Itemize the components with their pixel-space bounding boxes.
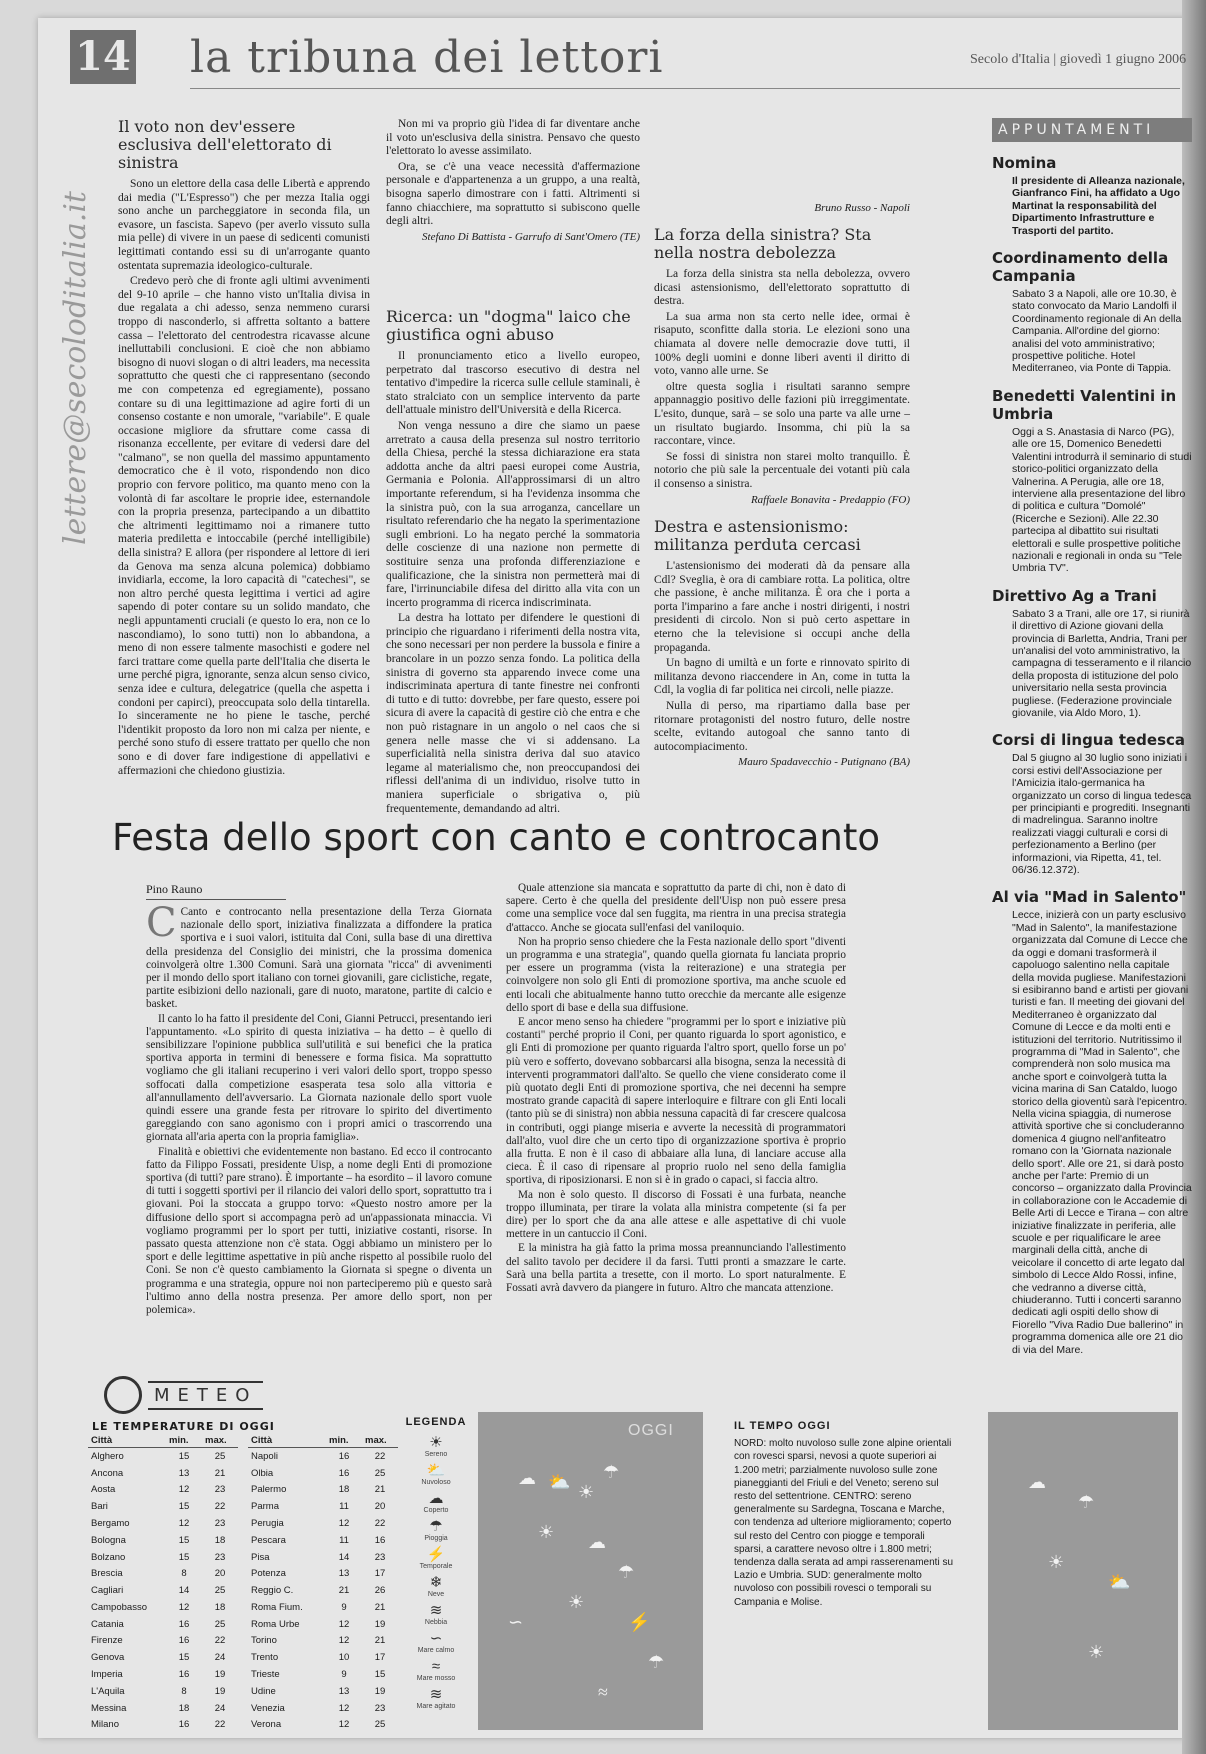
- festa-headline: Festa dello sport con canto e controcanto: [112, 816, 881, 859]
- temp-max: 18: [214, 1534, 226, 1546]
- festa-p1: Canto e controcanto nella presentazione della Terza Giornata nazionale dello sport, iniziativa finalizzata a diffondere la pratica sportiva e i suoi valori, istituita dal Coni, sulla base di una direttiva della presidenza del Consiglio dei ministri, che la prossima domenica coinvolgerà oltre 1.300 Comuni. Sarà una giornata "ricca" di avvenimenti per il mondo dello sport italiano con tornei giovanili, gare ciclistiche, regate, partite esibizioni dello nazionali, gare di nuoto, maratone, partite di calcio e basket.: [146, 906, 492, 1011]
- temp-min: 16: [178, 1719, 190, 1731]
- temp-max: 23: [374, 1702, 386, 1714]
- temperatures-table-right: [248, 1434, 398, 1733]
- temp-max: 21: [374, 1484, 386, 1496]
- temp-min: 16: [178, 1669, 190, 1681]
- cloud-icon: ⛅: [548, 1472, 571, 1492]
- appuntamento-text: Lecce, inizierà con un party esclusivo "Mad in Salento", la manifestazione organizzata dal Comune di Lecce che da oggi e domani trasformerà il capoluogo salentino nella capitale della movida pugliese. Manifestazioni si esibiranno band e artisti per giovani turisti e fan. Il meeting dei giovani del Mediterraneo è organizzato dal Comune di Lecce e da molti enti e istituzioni del territorio. Nutritissimo il programma di "Mad in Salento", che comprenderà non solo musica ma anche sport e coinvolgerà tutta la vicina marina di San Cataldo, luogo storico della gioventù sarà l'epicentro. Nella vicina spiaggia, di numerose attività sportive che si concluderanno domenica 4 giugno nell'anfiteatro romano con la 'Giornata nazionale dello sport'. Alle ore 21, si darà posto anche per l'arte: Premio di un concorso – organizzato dalla Provincia in collaborazione con le Accademie di Belle Arti di Lecce e Tirana – con altre iniziative finalizzate in periferia, alle scuole e per riqualificare le aree marginali della città, anche di veicolare il concetto di arte legato dal simbolo di Lecce Aldo Rossi, infine, che vedranno a diverse città, chiuderanno. Tutti i concerti saranno dedicati agli ospiti dello show di Fiorello "Viva Radio Due ballerino" in programma domenica alle ore 21 dio di via del Mare.: [1012, 909, 1192, 1356]
- appuntamento-title: Direttivo Ag a Trani: [992, 586, 1157, 605]
- storm-icon: ⚡: [628, 1612, 651, 1632]
- appuntamento-item: [992, 249, 1192, 375]
- legend-label: Mare mosso: [416, 1675, 456, 1682]
- cloud-icon: ⛅: [1108, 1572, 1131, 1592]
- city-name: Reggio C.: [251, 1585, 294, 1597]
- festa-p6: E ancor meno senso ha chiedere "programmi per lo sport e iniziative più costanti" perché proprio il Coni, per quanto riguarda lo sport agonistico, e gli Enti di promozione per quanto riguarda l'altro sport, quello forse un po' più vero e sofferto, dovevano sobbarcarsi alla bisogna, senza la necessità di interventi programmatori dall'alto. Se quello che viene considerato come il più quotato degli Enti di promozione sportiva, che nei decenni ha sempre mostrato grande capacità di sapere interloquire e filtrare con gli Enti locali (tanto più se di sinistra) non abbia nessuna capacità di far crescere qualcosa in contributi, oggi piange miseria e avverte la necessità di programmatori dall'alto, vuol dire che un certo tipo di organizzazione sportiva è proprio alla frutta. E non è il caso di abbaiare alla luna, di lanciare accuse alla cieca. È il caso di ripensare al proprio ruolo nel seno della famiglia sportiva, di riposizionarsi. E non si è in grado o capaci, si faccia altro.: [506, 1016, 846, 1187]
- temp-max: 22: [214, 1719, 226, 1731]
- city-name: Genova: [91, 1652, 125, 1664]
- sun-icon: ☀: [1048, 1552, 1065, 1572]
- table-row: [248, 1666, 398, 1683]
- rain-icon: ☂: [603, 1462, 620, 1482]
- table-row: [248, 1649, 398, 1666]
- sea-icon: ∽: [508, 1612, 524, 1632]
- table-row: [88, 1549, 238, 1566]
- letter-1-col-b: [386, 118, 640, 294]
- letter-4: [654, 518, 910, 788]
- city-name: Parma: [251, 1501, 279, 1513]
- table-row: [248, 1515, 398, 1532]
- city-name: Firenze: [91, 1635, 123, 1647]
- temp-min: 9: [341, 1601, 347, 1613]
- forecast-text: [734, 1420, 954, 1609]
- city-name: Trieste: [251, 1669, 280, 1681]
- letter-1-p4: Ora, se c'è una veace necessità d'affermazione personale e d'appartenenza a un gruppo, a una realtà, bisogna saperlo dimostrare con i fatti. Altrimenti si fanno chiacchiere, ma soprattutto si subiscono quelle degli altri.: [386, 160, 640, 228]
- city-name: Torino: [251, 1635, 277, 1647]
- letter-1-col-a: [118, 118, 370, 786]
- city-name: Alghero: [91, 1450, 124, 1462]
- city-name: Bari: [91, 1501, 108, 1513]
- letter-3-p4: Se fossi di sinistra non starei molto tranquillo. È notorio che più sale la percentuale dei votanti più cala il consenso a sinistra.: [654, 450, 910, 490]
- appuntamenti-column: [992, 118, 1192, 1368]
- letter-2-col-b: [654, 118, 910, 220]
- meteo-section: [88, 1376, 1188, 1736]
- temp-max: 17: [374, 1568, 386, 1580]
- letter-4-p1: L'astensionismo dei moderati dà da pensare alla Cdl? Sveglia, è ora di cambiare rotta. La politica, oltre che passione, è anche militanza. È ora che i porta a porta l'imparino a fare anche i nostri dirigenti, i nostri presidenti di circolo. Non si può certo aspettare in eterno che la televisione si occupi anche della propaganda.: [654, 560, 910, 654]
- weather-symbol-icon: ≋: [429, 1602, 443, 1619]
- legend-label: Mare agitato: [416, 1703, 456, 1710]
- letter-2-p3: La destra ha lottato per difendere le questioni di principio che riguardano i riferimenti della nostra vita, che sono necessari per non perdere la bussola e finire a brancolare in un pozzo senza fondo. La politica della sinistra di governo sta apparendo invece come una indiscriminata apertura di tante finestre nei confronti di tutto e di tutto: dovrebbe, per fare questo, essere poi sicura di avere la capacità di gestire ciò che entra e che non può ristagnare in un angolo o nel caos che si genera nelle masse che vi si addensano. La superficialità nella sinistra deriva dal suo atavico legame al materialismo che, non preoccupandosi dei riflessi dell'anima di un individuo, risolve tutto in maniera superficiale o sbrigativa o, più frequentemente, demandando ad altri.: [386, 612, 640, 815]
- header-rule: [190, 88, 1180, 89]
- cloud-icon: ☁: [588, 1532, 606, 1552]
- table-row: [88, 1515, 238, 1532]
- city-name: Bologna: [91, 1534, 126, 1546]
- city-name: Ancona: [91, 1467, 124, 1479]
- weather-symbol-icon: ☂: [429, 1518, 443, 1535]
- col-header: Città: [88, 1434, 166, 1448]
- dropcap: C: [146, 900, 177, 946]
- city-name: Bergamo: [91, 1518, 130, 1530]
- masthead-date: Secolo d'Italia | giovedì 1 giugno 2006: [970, 52, 1187, 67]
- legend-item: [400, 1462, 472, 1486]
- city-name: Palermo: [251, 1484, 287, 1496]
- legend-label: Neve: [427, 1591, 445, 1598]
- cloud-icon: ☁: [1028, 1472, 1046, 1492]
- temp-max: 22: [374, 1518, 386, 1530]
- appuntamento-title: Coordinamento della Campania: [992, 249, 1169, 286]
- temp-max: 24: [214, 1652, 226, 1664]
- temp-max: 23: [214, 1551, 226, 1563]
- table-row: [248, 1582, 398, 1599]
- table-row: [88, 1599, 238, 1616]
- legend-title: LEGENDA: [405, 1416, 467, 1428]
- temp-min: 12: [338, 1518, 350, 1530]
- letter-1-p2: Credevo però che di fronte agli ultimi avvenimenti del 9-10 aprile – che hanno visto un'Italia divisa in due regalata a chi adesso, senza nemmeno curarsi troppo di nasconderlo, si affretta soltanto a battere cassa – l'elettorato del centrodestra ricavasse alcune inelluttabili conclusioni. E cioè che non abbiamo bisogno di nuovi slogan o di altri leaders, ma necessita soprattutto che questi che ci rappresentano (secondo me con competenza ed egregiamente), possano contare su di una legittimazione ad agire forti di un consenso costante e non umorale, "variabile". E quale occasione migliore da sfruttare come cassa di risonanza eccellente, per evitare di vedersi dare del "calmano", se non quella del massimo appuntamento democratico che è il voto, rispondendo non dico proprio con fervore politico, ma quanto meno con la volontà di far ascoltare le proprie idee, esternandole con la propria presenza, partecipando a un dibattito che altrimenti legittimamo noi a rimanere tutto materia prediletta e intoccabile (perché intelligibile) della sinistra? E allora (per rispondere al lettore di ieri da Genova ma senza alcuna polemica) dobbiamo invidiarla, eccome, la loro capacità di "catechesi", se non altro perché questa legittima i vertici ad agire sapendo di poter contare su un solido mandato, che negli appuntamenti cruciali (e questo lo era, non ce lo nascondiamo), lo sono tutti) non lo abbandona, a meno di non essere talmente masochisti e godere nel farci trattare come quella parte dell'Italia che diserta le urne perché pigra, ignorante, senza alcun senso civico, senza idee e cultura, delegatrice (quella che aspetta i condoni per capirci), preoccupata solo della tintarella. Io sinceramente ne ho piene le tasche, perché l'identikit proposto da loro non mi calza per niente, e perché sono stufo di essere trattato per quello che non sono e di dover fare indigestione di appellativi e affermazioni che chiedono giustizia.: [118, 275, 370, 777]
- temp-min: 12: [178, 1484, 190, 1496]
- temp-max: 22: [214, 1501, 226, 1513]
- city-name: Verona: [251, 1719, 282, 1731]
- sun-icon: ☀: [1088, 1642, 1105, 1662]
- weather-symbol-icon: ≋: [429, 1686, 443, 1703]
- col-header: Città: [248, 1434, 326, 1448]
- temp-min: 13: [338, 1568, 350, 1580]
- letter-1-signature: Stefano Di Battista - Garrufo di Sant'Omero (TE): [422, 230, 640, 243]
- temp-min: 11: [339, 1501, 349, 1513]
- temp-min: 14: [178, 1585, 190, 1597]
- appuntamento-text: Oggi a S. Anastasia di Narco (PG), alle ore 15, Domenico Benedetti Valentini introdurrà il seminario di studi storico-politici organizzato della Valnerina. A Perugia, alle ore 18, interviene alla presentazione del libro di politica e cultura "Domolé" (Ricerche e Sezioni). Alle 22.30 partecipa al dibattito sui risultati elettorali e sulle prospettive politiche nazionali e regionali in onda su "Tele Umbria TV".: [1012, 425, 1192, 575]
- appuntamento-text: Il presidente di Alleanza nazionale, Gianfranco Fini, ha affidato a Ugo Martinat la responsabilità del Dipartimento Infrastrutture e Trasporti del partito.: [1012, 175, 1185, 237]
- festa-p7: Ma non è solo questo. Il discorso di Fossati è una furbata, neanche troppo illuminata, per tirare la volata alla ministra competente (si fa per dire) per lo sport che da ana alle attese e alle aspettative di chi vuole mettere in un cantuccio il Coni.: [506, 1188, 846, 1241]
- letter-4-p3: Nulla di perso, ma ripartiamo dalla base per ritornare protagonisti del nostro futuro, delle nostre scelte, evitando autogoal che sanno tanto di autocompiacimento.: [654, 699, 910, 753]
- city-name: Napoli: [251, 1450, 278, 1462]
- letter-3-title: La forza della sinistra? Sta nella nostra debolezza: [654, 225, 872, 262]
- city-name: Udine: [251, 1685, 276, 1697]
- temp-max: 23: [374, 1551, 386, 1563]
- appuntamento-item: [992, 154, 1192, 237]
- legend-label: Nuvoloso: [421, 1479, 451, 1486]
- festa-byline: Pino Rauno: [146, 882, 286, 900]
- email-vertical-label: lettere@secoloditalia.it: [58, 191, 93, 545]
- festa-p8: E la ministra ha già fatto la prima mossa preannunciando l'allestimento del salito tavolo per decidere il da farsi. Tutti pronti a smazzare le carte. Sarà una bella partita a tresette, con il morto. Lo sport naturalmente. E Fossati avrà davvero da piangere in futuro. Altro che mancata attenzione.: [506, 1242, 846, 1295]
- appuntamento-title: Nomina: [992, 154, 1057, 172]
- city-name: Cagliari: [91, 1585, 124, 1597]
- table-row: [88, 1717, 238, 1734]
- table-row: [248, 1616, 398, 1633]
- legend-label: Pioggia: [424, 1535, 448, 1542]
- temp-min: 16: [178, 1635, 190, 1647]
- table-row: [88, 1482, 238, 1499]
- sun-icon: ☀: [538, 1522, 555, 1542]
- letter-2-title: Ricerca: un "dogma" laico che giustifica ogni abuso: [386, 307, 631, 344]
- weather-map-tomorrow: [988, 1412, 1178, 1730]
- temp-min: 15: [178, 1534, 190, 1546]
- legend-item: [400, 1574, 472, 1598]
- temp-max: 18: [214, 1601, 226, 1613]
- rain-icon: ☂: [1078, 1492, 1095, 1512]
- weather-symbol-icon: ⛅: [426, 1462, 446, 1479]
- table-row: [248, 1717, 398, 1734]
- col-header: min.: [166, 1434, 202, 1448]
- city-name: Venezia: [251, 1702, 285, 1714]
- legend: [400, 1416, 472, 1714]
- city-name: Roma Urbe: [251, 1618, 300, 1630]
- table-row: [88, 1498, 238, 1515]
- weather-symbol-icon: ≈: [431, 1658, 441, 1675]
- table-row: [248, 1465, 398, 1482]
- letter-3-signature: Raffaele Bonavita - Predappio (FO): [750, 493, 910, 506]
- temp-max: 23: [214, 1518, 226, 1530]
- temp-max: 22: [374, 1450, 386, 1462]
- temp-max: 19: [374, 1618, 386, 1630]
- temp-min: 12: [178, 1601, 190, 1613]
- appuntamento-text: Sabato 3 a Trani, alle ore 17, si riunirà il direttivo di Azione giovani della provincia di Barletta, Andria, Trani per un'analisi del voto amministrativo, la campagna di tesseramento e il rilancio della proposta di istituzione del polo universitario nella sesta provincia pugliese. (Federazione provinciale giovanile, via Aldo Moro, 1).: [1012, 607, 1192, 719]
- temp-min: 12: [338, 1635, 350, 1647]
- letter-1-p1: Sono un elettore della casa delle Libertà e apprendo dai media ("L'Espresso") che per mezza Italia oggi sono anche un parcheggiatore in seconda fila, un evasore, un fascista. Sapevo (per averlo vissuto sulla mia pelle) di vivere in un paese di sedicenti comunisti legittimati contando essi su di un'arrogante quanto ostentata supremazia ideologico-culturale.: [118, 178, 370, 272]
- city-name: Perugia: [251, 1518, 284, 1530]
- temp-min: 21: [338, 1585, 350, 1597]
- temp-max: 19: [214, 1685, 226, 1697]
- legend-item: [400, 1434, 472, 1458]
- legend-item: [400, 1518, 472, 1542]
- city-name: Potenza: [251, 1568, 286, 1580]
- legend-label: Nebbia: [424, 1619, 448, 1626]
- festa-p2: Il canto lo ha fatto il presidente del Coni, Gianni Petrucci, presentando ieri l'appuntamento. «Lo spirito di questa iniziativa – ha detto – è quello di sensibilizzare l'opinione pubblica sull'utilità e sui benefici che la pratica sportiva apporta in termini di benessere e forma fisica. Ma soprattutto vogliamo che gli italiani recuperino i veri valori dello sport, troppo spesso soffocati dalla competizione esasperata tesa solo alla vittoria e all'annullamento dell'avversario. La Giornata nazionale dello sport vuole quindi essere una grande festa per ritrovare lo spirito del divertimento gareggiando con sano agonismo con i propri amici o trascorrendo una giornata all'aria aperta con la propria famiglia».: [146, 1012, 492, 1144]
- legend-label: Temporale: [419, 1563, 453, 1570]
- letter-1-title: Il voto non dev'essere esclusiva dell'elettorato di sinistra: [118, 117, 332, 172]
- col-header: min.: [326, 1434, 362, 1448]
- temp-max: 21: [214, 1467, 226, 1479]
- appuntamento-text: Dal 5 giugno al 30 luglio sono iniziati i corsi estivi dell'Associazione per l'Amicizia italo-germanica ha organizzato un corso di lingua tedesca per principianti e progrediti. Insegnanti di madrelingua. Saranno inoltre realizzati viaggi culturali e corsi di perfezionamento a Berlino (per informazioni, via Ripetta, 41, tel. 06/36.12.372).: [1012, 752, 1192, 877]
- temp-min: 11: [339, 1534, 349, 1546]
- temp-max: 24: [214, 1702, 226, 1714]
- table-row: [88, 1633, 238, 1650]
- city-name: Aosta: [91, 1484, 116, 1496]
- temp-min: 18: [338, 1484, 350, 1496]
- sun-icon: ☀: [568, 1592, 585, 1612]
- table-row: [88, 1649, 238, 1666]
- table-row: [248, 1599, 398, 1616]
- temp-min: 8: [181, 1685, 187, 1697]
- temp-max: 15: [374, 1669, 386, 1681]
- festa-p5: Non ha proprio senso chiedere che la Festa nazionale dello sport "diventi un programma e una strategia", quando quella giornata fu lanciata proprio per essere un programma (vista la reiterazione) e una strategia per coinvolgere non solo gli Enti di promozione sportiva, ma anche scuole ed enti locali che abitualmente hanno tutto orecchie da mercante alle esigenze dello sport di base e della sua diffusione.: [506, 935, 846, 1014]
- weather-symbol-icon: ∽: [429, 1630, 443, 1647]
- letter-3-p2: La sua arma non sta certo nelle idee, ormai è risaputo, sconfitte dalla storia. Le elezioni sono una chiamata al dovere nelle democrazie dove tutti, il 100% degli uomini e donne liberi aventi il diritto di voto, vanno alle urne. Se: [654, 310, 910, 378]
- legend-item: [400, 1686, 472, 1710]
- table-row: [88, 1465, 238, 1482]
- forecast-title: IL TEMPO OGGI: [734, 1420, 831, 1432]
- table-row: [88, 1582, 238, 1599]
- sun-logo-icon: [104, 1376, 142, 1414]
- weather-symbol-icon: ☀: [429, 1434, 443, 1451]
- table-row: [88, 1683, 238, 1700]
- temp-min: 15: [178, 1450, 190, 1462]
- col-header: max.: [362, 1434, 398, 1448]
- temp-max: 25: [214, 1450, 226, 1462]
- city-name: Milano: [91, 1719, 119, 1731]
- table-row: [248, 1549, 398, 1566]
- page-number: 14: [70, 30, 136, 84]
- table-row: [248, 1700, 398, 1717]
- appuntamento-title: Al via "Mad in Salento": [992, 888, 1187, 907]
- forecast-body: NORD: molto nuvoloso sulle zone alpine orientali con rovesci sparsi, nevosi a quote superiori ai 1.200 metri; parzialmente nuvoloso sulle zone pianeggianti del Friuli e del Veneto; sereno sul resto del settentrione. CENTRO: sereno generalmente su Sardegna, Toscana e Marche, con tendenza ad ulteriore miglioramento; coperto sul resto del Centro con piogge e temporali sparsi, a carattere nevoso oltre i 1.800 metri; tendenza dalla serata ad ampi rasserenamenti su Lazio e Umbria. SUD: generalmente molto nuvoloso con possibili rovesci o temporali su Campania e Molise.: [734, 1438, 954, 1608]
- temp-max: 25: [374, 1467, 386, 1479]
- city-name: Catania: [91, 1618, 124, 1630]
- city-name: Olbia: [251, 1467, 274, 1479]
- temp-max: 25: [374, 1719, 386, 1731]
- col-header: max.: [202, 1434, 238, 1448]
- table-row: [248, 1683, 398, 1700]
- weather-symbol-icon: ⚡: [426, 1546, 446, 1563]
- temp-min: 18: [178, 1702, 190, 1714]
- letter-4-title: Destra e astensionismo: militanza perduta cercasi: [654, 517, 861, 554]
- city-name: Messina: [91, 1702, 127, 1714]
- letter-2-p1: Il pronunciamento etico a livello europeo, perpetrato dal trascorso esecutivo di destra nel tentativo d'impedire la ricerca sulle cellule staminali, è stato stralciato con un semplice intervento da parte dell'attuale ministro dell'Università e della Ricerca.: [386, 350, 640, 417]
- temp-max: 26: [374, 1585, 386, 1597]
- letter-3-p3: oltre questa soglia i risultati saranno sempre appannaggio positivo delle fazioni più irreggimentate. L'esito, dunque, sarà – se solo una parte va alle urne – un risultato bugiardo. Insomma, chi più la sa raccontare, vince.: [654, 380, 910, 448]
- map-label: OGGI: [628, 1422, 674, 1439]
- legend-item: [400, 1546, 472, 1570]
- table-row: [248, 1633, 398, 1650]
- city-name: Pescara: [251, 1534, 286, 1546]
- city-name: L'Aquila: [91, 1685, 125, 1697]
- weather-map-today: [478, 1412, 703, 1730]
- temp-min: 13: [338, 1685, 350, 1697]
- festa-p3: Finalità e obiettivi che evidentemente non bastano. Ed ecco il controcanto fatto da Filippo Fossati, presidente Uisp, a nome degli Enti di promozione sportiva (di tutti? pare strano). È importante – ha esordito – il lavoro comune di tutti i soggetti sportivi per il rilancio dei valori dello sport, soprattutto tra i giovani. Poi la stoccata a gruppo torvo: «Questo nostro amore per la diffusione dello sport si accompagna però ad un'appassionata minaccia. Vi vogliamo programmi per lo sport per tutti, iniziative costanti, risorse. In passato questa attenzione non c'è stata. Oggi abbiamo un ministero per lo sport e delle legittime aspettative in più anche rispetto al possibile ruolo del Coni. Se non c'è questo cambiamento la Giornata si spegne o diventa un programma e una strategia, oppure noi non parteciperemo più e questo sarà l'ultimo anno della nostra presenza. Per amore dello sport, non per polemica».: [146, 1145, 492, 1317]
- temp-min: 16: [338, 1467, 350, 1479]
- festa-col-b: [506, 882, 846, 1354]
- temp-min: 10: [338, 1652, 350, 1664]
- table-row: [88, 1532, 238, 1549]
- sea-icon: ≈: [598, 1682, 608, 1702]
- table-row: [248, 1532, 398, 1549]
- cloud-icon: ☁: [518, 1468, 536, 1488]
- temp-max: 16: [374, 1534, 386, 1546]
- meteo-logo: METEO: [104, 1376, 263, 1410]
- temp-max: 23: [214, 1484, 226, 1496]
- weather-symbol-icon: ☁: [428, 1490, 444, 1507]
- legend-item: [400, 1602, 472, 1626]
- temp-max: 17: [374, 1652, 386, 1664]
- temp-min: 13: [178, 1467, 190, 1479]
- temp-max: 21: [374, 1635, 386, 1647]
- temp-min: 12: [178, 1518, 190, 1530]
- appuntamento-item: [992, 888, 1192, 1356]
- temperatures-table-left: [88, 1434, 238, 1733]
- temp-max: 20: [214, 1568, 226, 1580]
- temp-min: 16: [178, 1618, 190, 1630]
- temp-max: 25: [214, 1618, 226, 1630]
- temp-min: 12: [338, 1702, 350, 1714]
- table-row: [88, 1565, 238, 1582]
- appuntamento-item: [992, 587, 1192, 720]
- sun-icon: ☀: [578, 1482, 595, 1502]
- letter-2-p2: Non venga nessuno a dire che siamo un paese arretrato a causa della presenza sul nostro territorio della Chiesa, perché la stessa dichiarazione era stata addotta anche da altri paesi europei come Austria, Germania e Polonia. All'approssimarsi di un altro importante referendum, si ha l'evidenza insomma che la sinistra può, con la sua arroganza, cancellare un risultato referendario che ha negato la sperimentazione sugli embrioni. Lo ha negato perché la sommatoria delle coscienze di una nazione non permette di sostituire senza una profonda differenziazione e qualificazione, che la sinistra non permetterà mai di fare, l'irrinunciabile difesa del diritto alla vita con un incerto programma di ricerca indiscriminata.: [386, 419, 640, 609]
- appuntamenti-heading: APPUNTAMENTI: [992, 118, 1192, 142]
- temp-min: 14: [338, 1551, 350, 1563]
- legend-label: Sereno: [424, 1451, 448, 1458]
- city-name: Imperia: [91, 1669, 123, 1681]
- table-row: [88, 1616, 238, 1633]
- temperatures-title: LE TEMPERATURE DI OGGI: [92, 1420, 275, 1433]
- temp-min: 15: [178, 1501, 190, 1513]
- appuntamento-text: Sabato 3 a Napoli, alle ore 10.30, è stato convocato da Mario Landolfi il Coordinamento regionale di An della Campania. All'ordine del giorno: analisi del voto amministrativo; prospettive politiche. Hotel Mediterraneo, via Ponte di Tappia.: [1012, 288, 1182, 375]
- temp-min: 8: [181, 1568, 187, 1580]
- table-row: [88, 1448, 238, 1465]
- table-row: [88, 1700, 238, 1717]
- letter-2-col-a: [386, 307, 640, 815]
- temp-min: 12: [338, 1719, 350, 1731]
- temp-max: 22: [214, 1635, 226, 1647]
- festa-p4: Quale attenzione sia mancata e soprattutto da parte di chi, non è dato di sapere. Certo è che quella del presidente dell'Uisp non può essere presa come una semplice voce dal sen fuggita, ma rientra in una precisa strategia d'attacco. Anche se giocata sull'enfasi del vaniloquio.: [506, 882, 846, 934]
- temp-min: 15: [178, 1652, 190, 1664]
- festa-col-a: [146, 900, 492, 1354]
- table-row: [248, 1498, 398, 1515]
- temp-max: 21: [374, 1601, 386, 1613]
- temp-max: 19: [374, 1685, 386, 1697]
- page-header: [70, 30, 1190, 88]
- letter-4-p2: Un bagno di umiltà e un forte e rinnovato spirito di militanza devono riaccendere in An, come in tutta la Cdl, la voglia di far politica nei circoli, nelle piazze.: [654, 657, 910, 697]
- city-name: Brescia: [91, 1568, 123, 1580]
- rain-icon: ☂: [618, 1562, 635, 1582]
- section-title: la tribuna dei lettori: [190, 32, 664, 83]
- city-name: Trento: [251, 1652, 279, 1664]
- appuntamento-title: Benedetti Valentini in Umbria: [992, 386, 1177, 423]
- legend-label: Mare calmo: [417, 1647, 455, 1654]
- temp-max: 25: [214, 1585, 226, 1597]
- table-row: [248, 1482, 398, 1499]
- legend-label: Coperto: [423, 1507, 449, 1514]
- table-row: [88, 1666, 238, 1683]
- temp-min: 12: [338, 1618, 350, 1630]
- table-row: [248, 1448, 398, 1465]
- legend-item: [400, 1658, 472, 1682]
- weather-symbol-icon: ❄: [429, 1574, 443, 1591]
- appuntamento-item: [992, 387, 1192, 575]
- appuntamento-title: Corsi di lingua tedesca: [992, 731, 1186, 750]
- letter-2-signature: Bruno Russo - Napoli: [814, 202, 910, 214]
- letter-1-p3: Non mi va proprio giù l'idea di far diventare anche il voto un'esclusiva della sinistra. Pensavo che questo l'elettorato lo avesse assimilato.: [386, 118, 640, 158]
- legend-item: [400, 1630, 472, 1654]
- temp-min: 16: [338, 1450, 350, 1462]
- legend-item: [400, 1490, 472, 1514]
- appuntamento-item: [992, 731, 1192, 876]
- city-name: Roma Fium.: [251, 1601, 303, 1613]
- city-name: Campobasso: [91, 1601, 147, 1613]
- temp-min: 15: [178, 1551, 190, 1563]
- table-row: [248, 1565, 398, 1582]
- city-name: Bolzano: [91, 1551, 126, 1563]
- city-name: Pisa: [251, 1551, 270, 1563]
- letter-3: [654, 226, 910, 506]
- temp-max: 20: [374, 1501, 386, 1513]
- rain-icon: ☂: [648, 1652, 665, 1672]
- letter-3-p1: La forza della sinistra sta nella debolezza, ovvero dicasi astensionismo, dell'elettorato soprattutto di destra.: [654, 268, 910, 308]
- temp-max: 19: [214, 1669, 226, 1681]
- letter-4-signature: Mauro Spadavecchio - Putignano (BA): [738, 756, 910, 769]
- temp-min: 9: [341, 1669, 347, 1681]
